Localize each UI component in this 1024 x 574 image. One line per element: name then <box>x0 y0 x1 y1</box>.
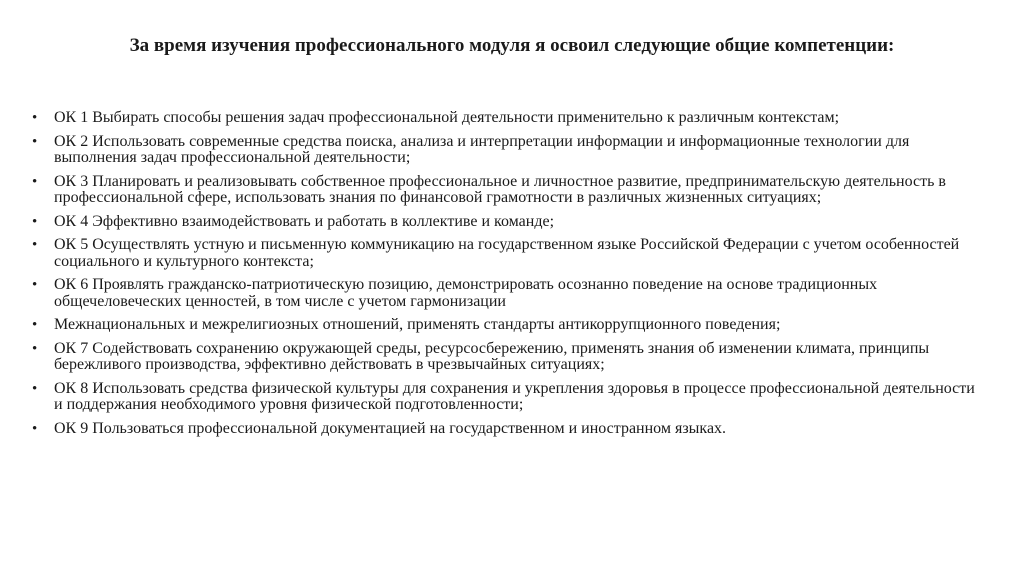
list-item-text: Межнациональных и межрелигиозных отношений, применять стандарты антикоррупционного поведения; <box>54 316 781 333</box>
bullet-icon: • <box>32 173 38 190</box>
list-item-text: ОК 7 Содействовать сохранению окружающей среды, ресурсосбережению, применять знания об изменении климата, принципы бережливого производства, эффективно действовать в чрезвычайных ситуациях; <box>54 339 930 373</box>
list-item-text: ОК 9 Пользоваться профессиональной документацией на государственном и иностранном языках. <box>54 419 727 437</box>
list-item <box>32 237 982 270</box>
list-item-text: ОК 1 Выбирать способы решения задач профессиональной деятельности применительно к различным контекстам; <box>54 109 840 126</box>
bullet-icon: • <box>32 340 38 357</box>
bullet-icon: • <box>32 277 38 293</box>
list-item <box>32 381 982 414</box>
bullet-icon: • <box>32 213 38 230</box>
bullet-icon: • <box>32 237 38 253</box>
list-item <box>32 317 982 334</box>
bullet-icon: • <box>32 110 38 126</box>
list-item-text: ОК 2 Использовать современные средства поиска, анализа и интерпретации информации и информационные технологии для выполнения задач профессиональной деятельности; <box>54 132 910 166</box>
list-item <box>32 421 982 438</box>
list-item-text: ОК 3 Планировать и реализовывать собственное профессиональное и личностное развитие, предпринимательскую деятельность в профессиональной сфере, использовать знания по финансовой грамотности в различных жизненных ситуациях; <box>54 172 946 206</box>
bullet-icon: • <box>32 317 38 333</box>
list-item <box>32 341 982 374</box>
bullet-icon: • <box>32 380 38 397</box>
list-item <box>32 174 982 207</box>
slide-title: За время изучения профессионального модуля я освоил следующие общие компетенции: <box>129 35 895 56</box>
list-item <box>32 277 982 310</box>
list-item-text: ОК 5 Осуществлять устную и письменную коммуникацию на государственном языке Российской Федерации с учетом особенностей социального и культурного контекста; <box>54 236 960 270</box>
competence-list <box>32 110 982 444</box>
bullet-icon: • <box>32 420 38 437</box>
list-item <box>32 214 982 231</box>
list-item <box>32 134 982 167</box>
list-item-text: ОК 6 Проявлять гражданско-патриотическую позицию, демонстрировать осознанно поведение на основе традиционных общечеловеческих ценностей, в том числе с учетом гармонизации <box>54 276 878 310</box>
list-item-text: ОК 4 Эффективно взаимодействовать и работать в коллективе и команде; <box>54 212 555 230</box>
list-item <box>32 110 982 127</box>
list-item-text: ОК 8 Использовать средства физической культуры для сохранения и укрепления здоровья в процессе профессиональной деятельности и поддержания необходимого уровня физической подготовленности; <box>54 379 975 413</box>
bullet-icon: • <box>32 133 38 150</box>
